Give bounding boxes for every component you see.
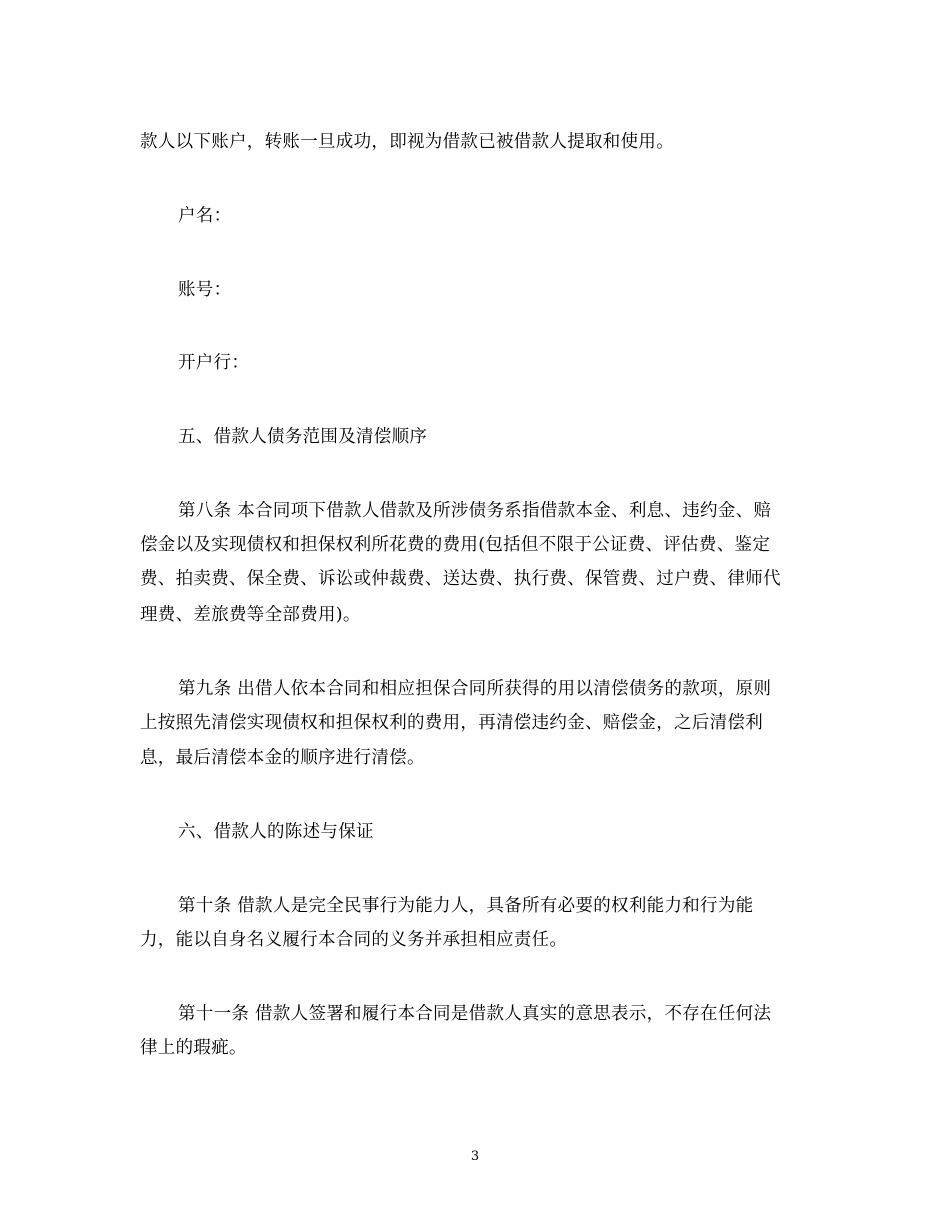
section-six-heading: 六、借款人的陈述与保证 bbox=[178, 822, 374, 842]
article-line: 第八条 本合同项下借款人借款及所涉债务系指借款本金、利息、违约金、赔 bbox=[178, 501, 772, 521]
continuation-line: 款人以下账户，转账一旦成功，即视为借款已被借款人提取和使用。 bbox=[140, 132, 674, 152]
account-number-label: 账号： bbox=[178, 280, 232, 300]
article-line: 力，能以自身名义履行本合同的义务并承担相应责任。 bbox=[140, 930, 568, 950]
section-five-heading: 五、借款人债务范围及清偿顺序 bbox=[178, 427, 428, 447]
article-line: 理费、差旅费等全部费用)。 bbox=[140, 605, 361, 625]
article-line: 息，最后清偿本金的顺序进行清偿。 bbox=[140, 748, 425, 768]
article-line: 第十一条 借款人签署和履行本合同是借款人真实的意思表示，不存在任何法 bbox=[178, 1004, 772, 1024]
article-line: 第九条 出借人依本合同和相应担保合同所获得的用以清偿债务的款项，原则 bbox=[178, 679, 772, 699]
article-line: 费、拍卖费、保全费、诉讼或仲裁费、送达费、执行费、保管费、过户费、律师代 bbox=[140, 569, 781, 589]
article-line: 偿金以及实现债权和担保权利所花费的费用(包括但不限于公证费、评估费、鉴定 bbox=[140, 535, 771, 555]
page-number: 3 bbox=[470, 1149, 480, 1164]
account-bank-label: 开户行： bbox=[178, 353, 250, 373]
account-name-label: 户名： bbox=[178, 206, 232, 226]
article-line: 律上的瑕疵。 bbox=[140, 1038, 247, 1058]
article-line: 上按照先清偿实现债权和担保权利的费用，再清偿违约金、赔偿金，之后清偿利 bbox=[140, 713, 763, 733]
article-line: 第十条 借款人是完全民事行为能力人，具备所有必要的权利能力和行为能 bbox=[178, 896, 754, 916]
